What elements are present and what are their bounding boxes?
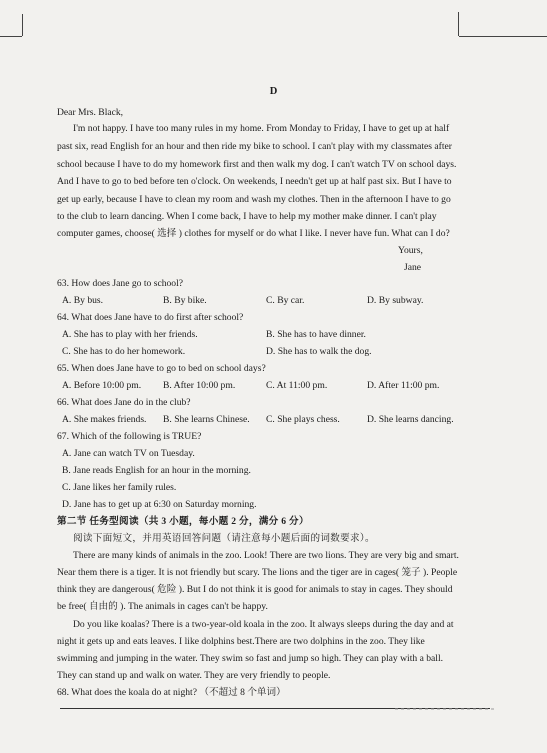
option-a: A. Jane can watch TV on Tuesday. bbox=[62, 448, 195, 459]
section-instruction: 阅读下面短文，并用英语回答问题（请注意每小题后面的词数要求）。 bbox=[73, 533, 375, 544]
passage-line: think they are dangerous( 危险 ). But I do not think it is good for animals to stay in cages. They should bbox=[57, 584, 453, 595]
scan-artifact bbox=[395, 708, 495, 710]
option-b: B. She has to have dinner. bbox=[266, 329, 366, 340]
option-d: D. By subway. bbox=[367, 295, 424, 306]
option-d: D. She has to walk the dog. bbox=[266, 346, 372, 357]
passage-line: There are many kinds of animals in the zoo. Look! There are two lions. They are very big and smart. bbox=[73, 550, 459, 561]
option-b: B. After 10:00 pm. bbox=[163, 380, 236, 391]
crop-mark-left-h bbox=[0, 36, 22, 37]
passage-line: They can stand up and walk on water. They are very friendly to people. bbox=[57, 670, 331, 681]
option-a: A. She has to play with her friends. bbox=[62, 329, 198, 340]
question-stem: 68. What does the koala do at night? （不超过 8 个单词） bbox=[57, 687, 286, 698]
letter-closing: Yours, bbox=[398, 245, 423, 256]
question-stem: 66. What does Jane do in the club? bbox=[57, 397, 191, 408]
passage-line: night it gets up and eats leaves. I like dolphins best.There are two dolphins in the zoo. They like bbox=[57, 636, 425, 647]
question-stem: 63. How does Jane go to school? bbox=[57, 278, 184, 289]
option-b: B. She learns Chinese. bbox=[163, 414, 250, 425]
passage-line: swimming and jumping in the water. They swim so fast and jump so high. They can play with a ball. bbox=[57, 653, 444, 664]
option-c: C. At 11:00 pm. bbox=[266, 380, 328, 391]
question-stem: 65. When does Jane have to go to bed on school days? bbox=[57, 363, 266, 374]
letter-line: to the club to learn dancing. When I come back, I have to help my mother make dinner. I can't play bbox=[57, 211, 437, 222]
letter-line: get up early, because I have to clean my room and wash my clothes. Then in the afternoon I have to go bbox=[57, 194, 451, 205]
crop-mark-left bbox=[22, 14, 23, 36]
question-stem: 67. Which of the following is TRUE? bbox=[57, 431, 202, 442]
option-a: A. By bus. bbox=[62, 295, 104, 306]
letter-line: And I have to go to bed before ten o'clock. On weekends, I needn't get up at half past six. But I have to bbox=[57, 176, 452, 187]
option-a: A. Before 10:00 pm. bbox=[62, 380, 142, 391]
letter-line: school because I have to do my homework first and then walk my dog. I can't watch TV on school days. bbox=[57, 159, 457, 170]
passage-line: be free( 自由的 ). The animals in cages can't be happy. bbox=[57, 601, 268, 612]
passage-label: D bbox=[269, 86, 278, 97]
option-d: D. She learns dancing. bbox=[367, 414, 454, 425]
option-b: B. Jane reads English for an hour in the morning. bbox=[62, 465, 251, 476]
passage-line: Do you like koalas? There is a two-year-old koala in the zoo. It always sleeps during the day and at bbox=[73, 619, 454, 630]
option-c: C. She plays chess. bbox=[266, 414, 340, 425]
letter-greeting: Dear Mrs. Black, bbox=[57, 107, 124, 118]
letter-line: past six, read English for an hour and then ride my bike to school. I can't play with my classmates after bbox=[57, 141, 452, 152]
passage-line: Near them there is a tiger. It is not friendly but scary. The lions and the tiger are in cages( 笼子 ). People bbox=[57, 567, 458, 578]
letter-signature: Jane bbox=[404, 262, 422, 273]
option-a: A. She makes friends. bbox=[62, 414, 147, 425]
question-stem: 64. What does Jane have to do first after school? bbox=[57, 312, 244, 323]
option-d: D. Jane has to get up at 6:30 on Saturday morning. bbox=[62, 499, 257, 510]
option-d: D. After 11:00 pm. bbox=[367, 380, 440, 391]
crop-mark-right-h bbox=[459, 36, 547, 37]
crop-mark-right bbox=[458, 12, 459, 36]
option-c: C. She has to do her homework. bbox=[62, 346, 186, 357]
letter-line: I'm not happy. I have too many rules in my home. From Monday to Friday, I have to get up at half bbox=[73, 123, 450, 134]
option-b: B. By bike. bbox=[163, 295, 207, 306]
option-c: C. Jane likes her family rules. bbox=[62, 482, 177, 493]
letter-line: computer games, choose( 选择 ) clothes for myself or do what I like. I never have fun. What can I do? bbox=[57, 228, 450, 239]
option-c: C. By car. bbox=[266, 295, 305, 306]
section-header: 第二节 任务型阅读（共 3 小题，每小题 2 分，满分 6 分） bbox=[57, 516, 309, 527]
